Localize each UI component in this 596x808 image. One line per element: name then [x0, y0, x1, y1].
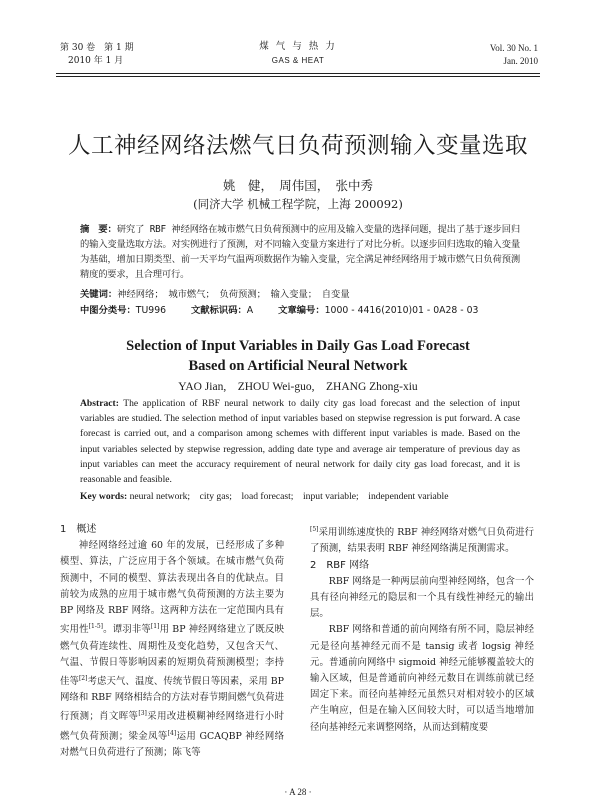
- keywords-en-text: neural network; city gas; load forecast; input variable; independent variable: [129, 491, 449, 502]
- citation: [1-5]: [88, 623, 103, 631]
- abstract-en-text: The application of RBF neural network to daily city gas load forecast and the selection of input variables are studied. The selection method of input variables based on stepwise regression is put forward. A case forecast is carried out, and a comparison among schemes with different input variables is made. Based on the input variables selected by stepwise regression, adding date type and average air temperature of previous day as input variables can meet the accuracy requirement of neural network for daily city gas load forecast, and it is reasonable and feasible.: [80, 398, 520, 486]
- abstract-cn: [80, 222, 520, 282]
- keywords-en-label: Key words:: [80, 491, 128, 502]
- para-text: 采用改进模糊神经网络进行小时燃气负荷预测；梁金凤等: [60, 711, 284, 742]
- abstract-en: [80, 396, 520, 487]
- para-text: 采用训练速度快的 RBF 神经网络对燃气日负荷进行了预测，结果表明 RBF 神经网络满足预测需求。: [310, 527, 534, 555]
- para-text: 运用 GCAQBP 神经网络对燃气日负荷进行了预测；陈飞等: [60, 730, 284, 759]
- abstract-cn-text: 研究了 RBF 神经网络在城市燃气日负荷预测中的应用及输入变量的选择问题，提出了基于逐步回归的输入变量选取方法。对实例进行了预测，对不同输入变量方案进行了对比分析。以逐步回归选取的输入变量为基础，增加日期类型、前一天平均气温两项数据作为输入变量，完全满足神经网络用于城市燃气日负荷预测精度的要求，且合理可行。: [80, 224, 521, 280]
- citation: [2]: [78, 674, 88, 682]
- affiliation-cn: (同济大学 机械工程学院，上海 200092): [193, 197, 403, 211]
- running-header: [0, 0, 596, 80]
- citation: [3]: [138, 710, 147, 718]
- body-column-left: [60, 522, 284, 761]
- keywords-cn-text: 神经网络； 城市燃气； 负荷预测； 输入变量； 自变量: [117, 289, 350, 300]
- header-rule-thin: [56, 76, 540, 77]
- article-number-label: 文章编号：: [278, 305, 325, 316]
- doc-code-label: 文献标识码：: [191, 305, 247, 316]
- citation: [5]: [310, 526, 319, 533]
- title-en-line1: Selection of Input Variables in Daily Gas Load Forecast: [126, 338, 470, 354]
- article-number-value: 1000 - 4416(2010)01 - 0A28 - 03: [324, 305, 479, 316]
- section-1-heading: 1 概述: [60, 524, 97, 535]
- authors-cn: 姚 健， 周伟国， 张中秀: [222, 178, 373, 193]
- section-1-paragraph: [60, 538, 284, 761]
- abstract-cn-label: 摘 要：: [80, 224, 117, 235]
- volume-issue-cn: 第 30 卷 第 1 期: [60, 43, 134, 53]
- date-en: Jan. 2010: [503, 56, 538, 66]
- authors-en: YAO Jian, ZHOU Wei-guo, ZHANG Zhong-xiu: [178, 381, 418, 393]
- title-en-line2: Based on Artificial Neural Network: [188, 358, 408, 374]
- section-1-continued: [310, 522, 534, 558]
- citation: [1]: [150, 623, 160, 631]
- para-text: 用 BP 神经网络建立了既反映燃气负荷连续性、周期性及变化趋势，又包含天气、气温、节假日等影响因素的短期负荷预测模型；李持佳等: [60, 624, 284, 688]
- clc-label: 中图分类号：: [80, 305, 136, 316]
- para-text: 神经网络经过逾 60 年的发展，已经形成了多种模型、算法，广泛应用于各个领域。在城市燃气负荷预测中，不同的模型、算法表现出各自的优缺点。目前较为成熟的应用于城市燃气负荷预测的方法主要为 BP 网络及 RBF 网络。这两种方法在一定范围内具有实用性: [60, 540, 284, 636]
- article-title-en: [0, 336, 596, 376]
- classification-line: [80, 303, 540, 318]
- journal-name-en: GAS & HEAT: [271, 56, 325, 65]
- abstract-en-label: Abstract:: [80, 398, 119, 409]
- page-number: · A 28 ·: [284, 787, 312, 797]
- clc-value: TU996: [135, 305, 167, 316]
- para-text: 考虑天气、温度、传统节假日等因素，采用 BP 网络和 RBF 网络相结合的方法对春节期间燃气负荷进行预测；肖文晖等: [60, 676, 284, 723]
- section-2-heading: 2 RBF 网络: [310, 559, 370, 571]
- header-rule-thick: [56, 73, 540, 74]
- article-title-cn: 人工神经网络法燃气日负荷预测输入变量选取: [67, 133, 528, 159]
- body-column-right: [310, 522, 534, 736]
- keywords-cn: [80, 287, 520, 302]
- journal-name-cn: 煤 气 与 热 力: [259, 41, 337, 52]
- date-cn: 2010 年 1 月: [68, 56, 124, 66]
- para-text: 。谭羽非等: [103, 624, 151, 636]
- header-right: [490, 42, 538, 68]
- keywords-en: [80, 489, 520, 504]
- keywords-cn-label: 关键词：: [80, 289, 118, 300]
- volume-issue-en: Vol. 30 No. 1: [489, 43, 538, 53]
- section-2-paragraph-1: RBF 网络是一种两层前向型神经网络，包含一个具有径向神经元的隐层和一个具有线性神经元的输出层。: [310, 575, 534, 620]
- section-2-paragraph-2: RBF 网络和普通的前向网络有所不同，隐层神经元是径向基神经元而不是 tansig 或者 logsig 神经元。普通前向网络中 sigmoid 神经元能够覆盖较大的输入区域，但是普通前向神经元数目在训练前就已经固定下来。而径向基神经元虽然只对相对较小的区域产生响应，但是在输入区间较大时，可以适当地增加径向基神经元来调整网络，从而达到精度要: [310, 624, 534, 733]
- citation: [4]: [167, 729, 177, 737]
- doc-code-value: A: [246, 305, 254, 316]
